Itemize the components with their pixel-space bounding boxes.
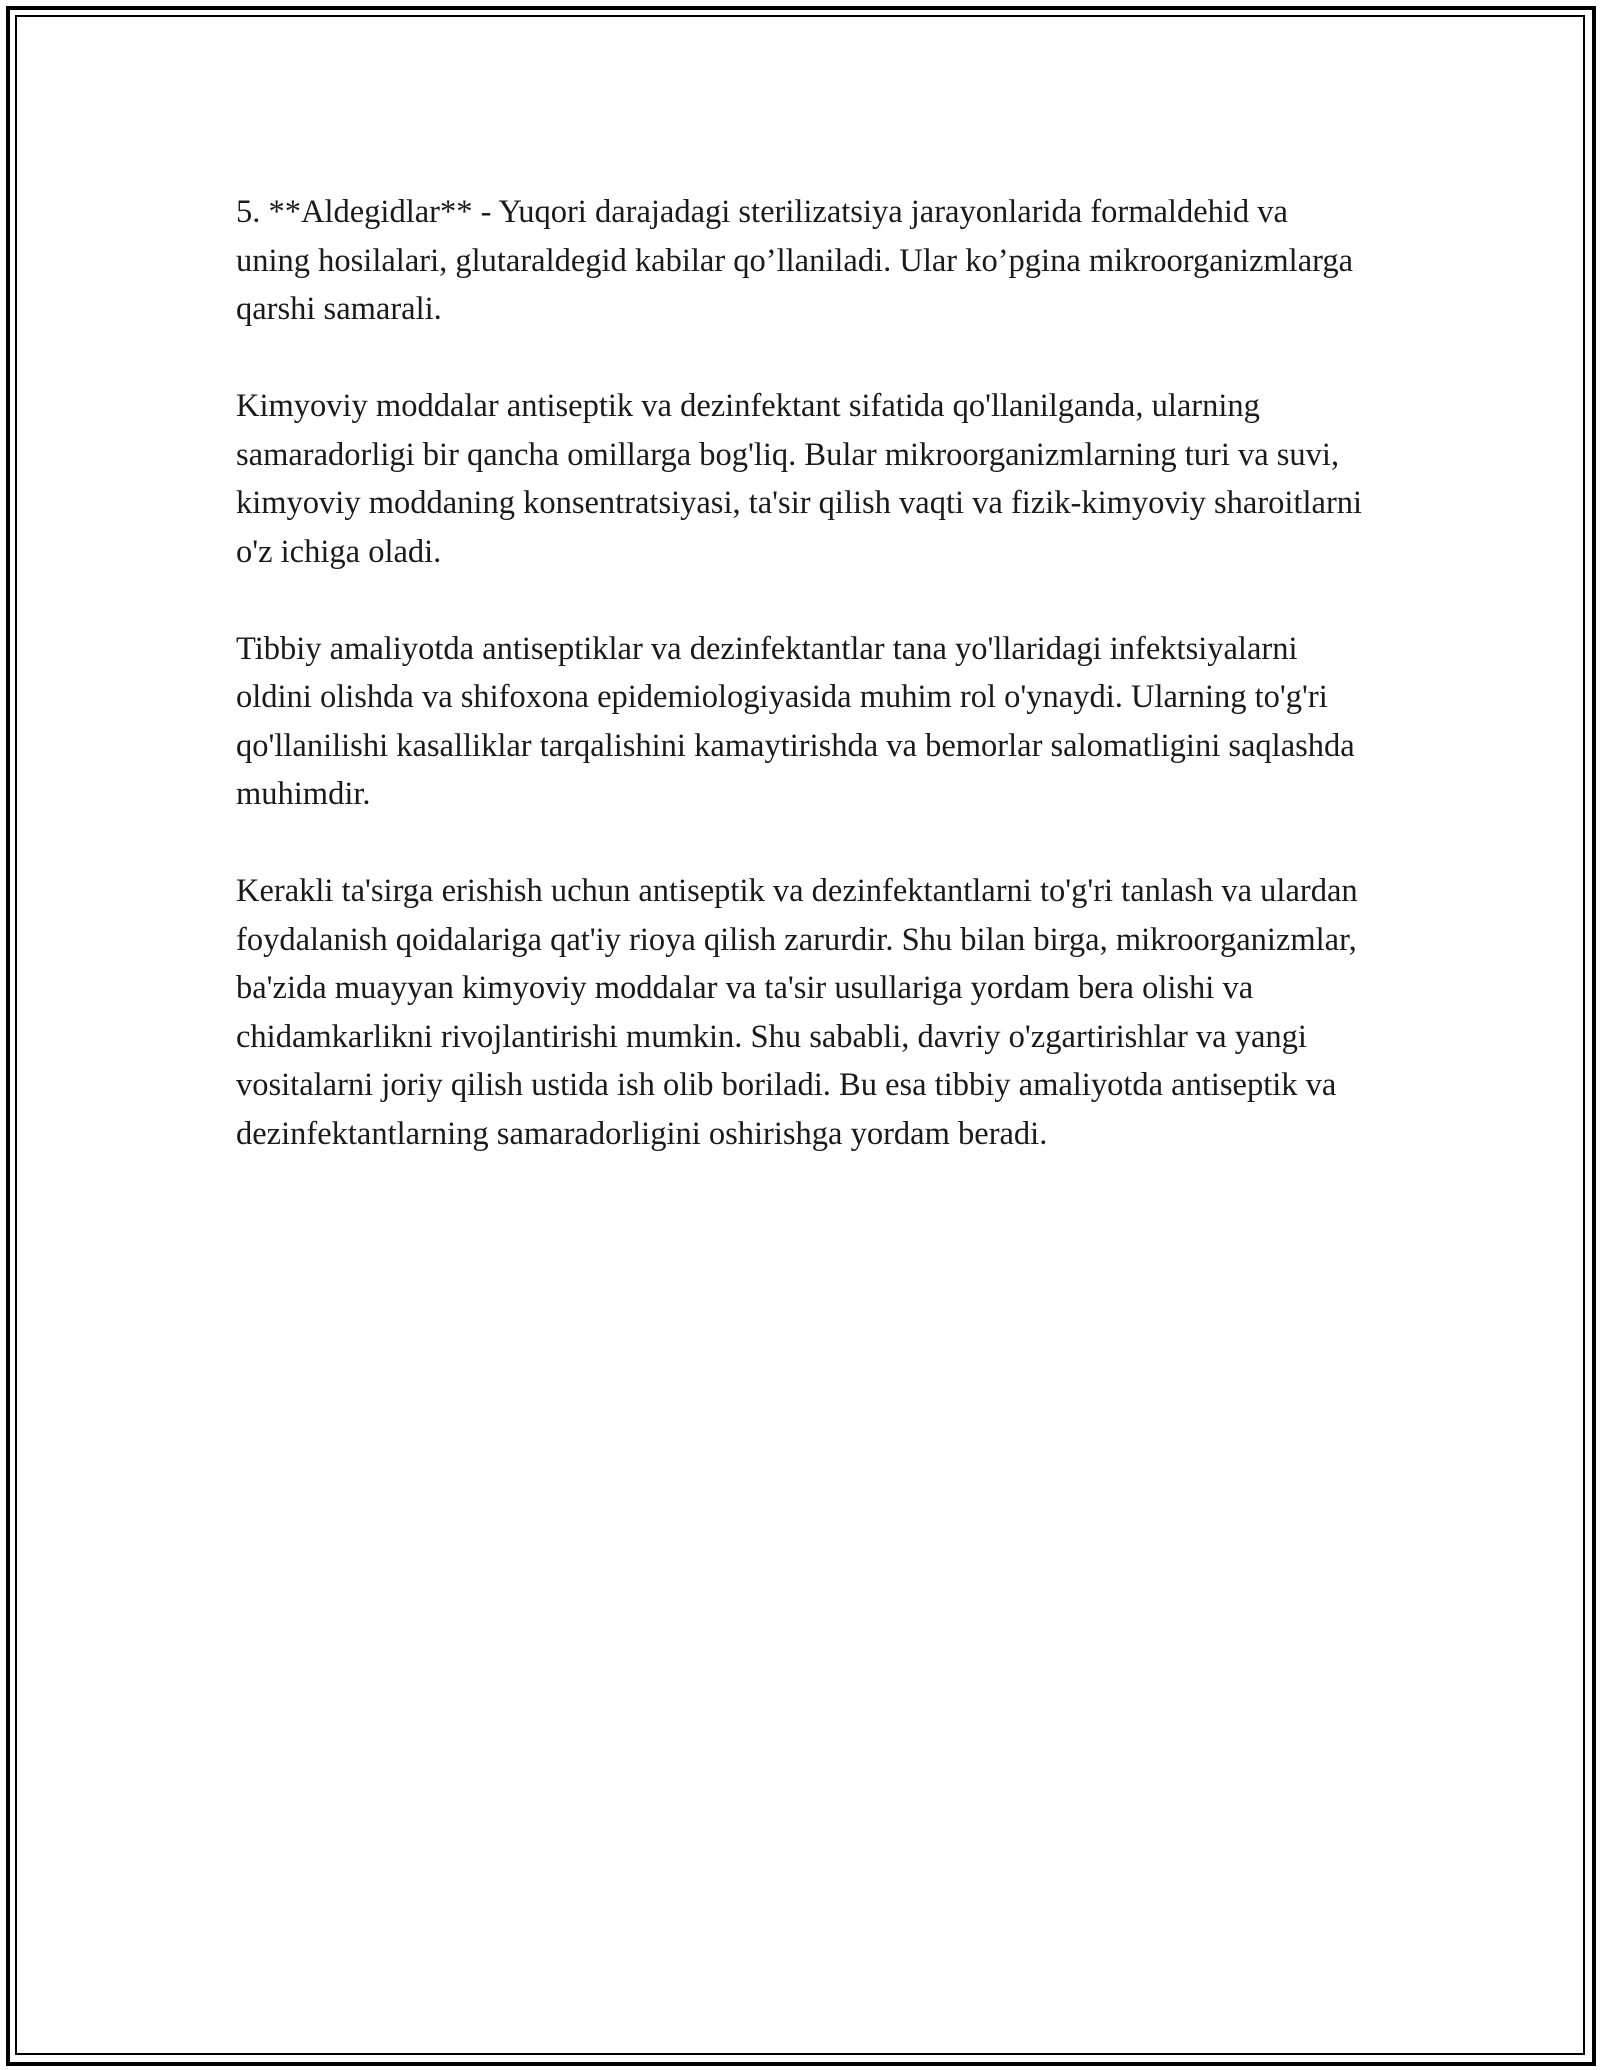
paragraph-aldegidlar: 5. **Aldegidlar** - Yuqori darajadagi sterilizatsiya jarayonlarida formaldehid va uning hosilalari, glutaraldegid kabilar qo’llaniladi. Ular ko’pgina mikroorganizmlarga qarshi samarali. — [236, 194, 1354, 327]
paragraph-kerakli-tasir: Kerakli ta'sirga erishish uchun antiseptik va dezinfektantlarni to'g'ri tanlash va ulardan foydalanish qoidalariga qat'iy rioya qilish zarurdir. Shu bilan birga, mikroorganizmlar, ba'zida muayyan kimyoviy moddalar va ta'sir usullariga yordam bera olishi va chidamkarlikni rivojlantirishi mumkin. Shu sababli, davriy o'zgartirishlar va yangi vositalarni joriy qilish ustida ish olib boriladi. Bu esa tibbiy amaliyotda antiseptik va dezinfektantlarning samaradorligini oshirishga yordam beradi. — [236, 873, 1358, 1152]
paragraph-kimyoviy-moddalar: Kimyoviy moddalar antiseptik va dezinfektant sifatida qo'llanilganda, ularning samaradorligi bir qancha omillarga bog'liq. Bular mikroorganizmlarning turi va suvi, kimyoviy moddaning konsentratsiyasi, ta'sir qilish vaqti va fizik-kimyoviy sharoitlarni o'z ichiga oladi. — [236, 388, 1363, 570]
document-body — [236, 188, 1366, 1207]
paragraph-tibbiy-amaliyot: Tibbiy amaliyotda antiseptiklar va dezinfektantlar tana yo'llaridagi infektsiyalarni oldini olishda va shifoxona epidemiologiyasida muhim rol o'ynaydi. Ularning to'g'ri qo'llanilishi kasalliklar tarqalishini kamaytirishda va bemorlar salomatligini saqlashda muhimdir. — [236, 630, 1355, 812]
